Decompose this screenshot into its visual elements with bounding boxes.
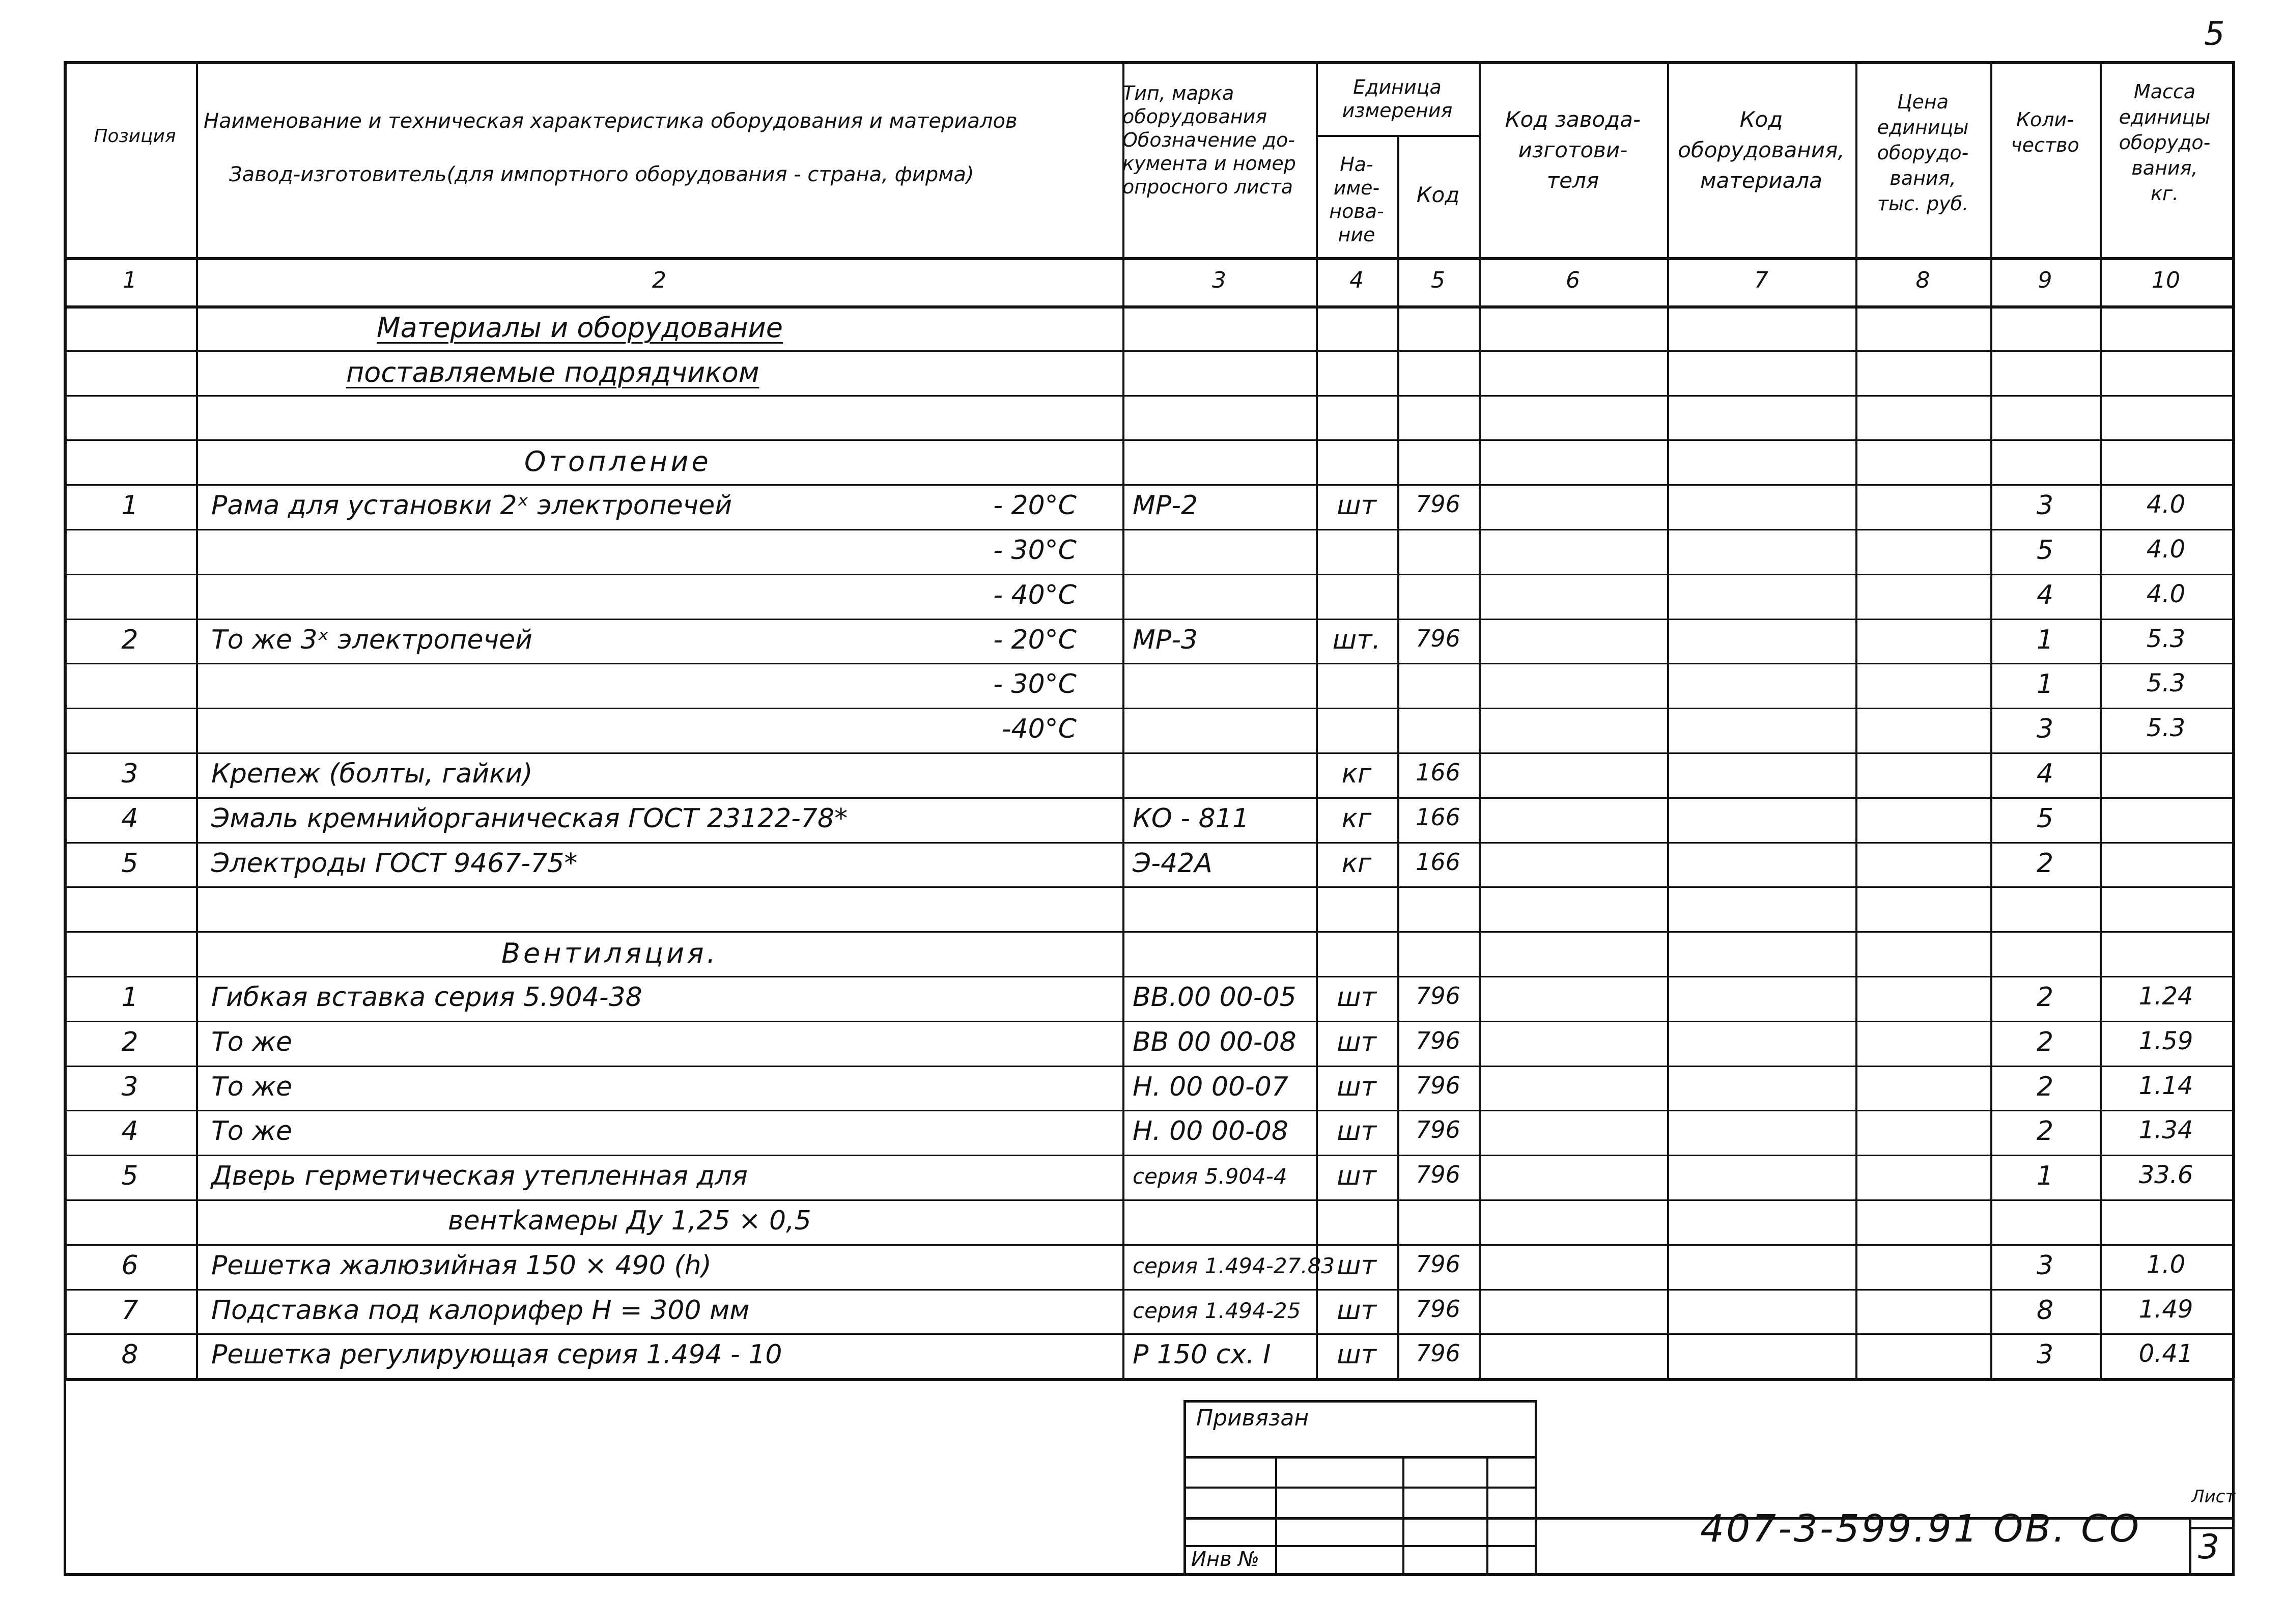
hc3-line: Тип, марка [1122,82,1234,104]
header-type [1122,81,1316,199]
row-position: 1 [121,982,138,1013]
row-quantity: 3 [2036,714,2054,745]
hc45-line: Единица [1353,76,1442,98]
hc10-line: вания, [2131,157,2198,179]
row-position: 2 [121,624,138,655]
row-position: 5 [121,1161,138,1192]
row-quantity: 2 [2036,1116,2054,1147]
row-border [64,1289,2232,1291]
row-quantity: 5 [2036,803,2054,834]
row-border [64,1066,2232,1067]
hc6-line: теля [1546,168,1599,193]
hc45-line: измерения [1342,99,1453,122]
row-unit-code: 796 [1416,1071,1460,1099]
column-number: 8 [1915,267,1930,293]
column-number: 6 [1566,267,1580,293]
header-mass [2100,79,2230,206]
column-number: 3 [1212,267,1226,293]
document-code: 407-3-599.91 ОВ. СО [1700,1507,2141,1551]
row-unit: шт [1337,982,1376,1013]
row-mass: 5.3 [2146,669,2186,698]
row-position: 1 [121,490,138,521]
row-unit: шт [1337,1339,1376,1370]
row-unit: шт [1337,1071,1376,1102]
row-name: Вентиляция. [501,937,719,970]
hc3-line: кумента и номер [1122,152,1296,175]
row-mass: 1.0 [2146,1250,2186,1279]
row-border [64,1021,2232,1022]
column-number: 2 [652,267,666,293]
row-name: То же [211,1026,292,1057]
row-position: 4 [121,1116,138,1147]
row-unit-code: 166 [1416,759,1460,786]
row-border [64,797,2232,799]
row-temperature: - 40°C [993,579,1077,610]
row-border [64,395,2232,397]
row-temperature: - 30°C [993,669,1077,700]
row-border [64,842,2232,844]
hc9-line: чество [2011,134,2079,156]
column-number: 10 [2152,267,2180,293]
hc4-line: нова- [1329,200,1384,222]
row-position: 2 [121,1026,138,1057]
hc8-line: Цена [1897,91,1949,113]
hc8-line: оборудо- [1877,142,1969,164]
row-mass: 33.6 [2138,1161,2193,1190]
row-mass: 5.3 [2146,714,2186,743]
column-number: 7 [1754,267,1768,293]
row-quantity: 3 [2036,1339,2054,1370]
col-border-2 [1122,61,1124,1378]
hc10-line: единицы [2119,106,2211,128]
sheet-number: 3 [2198,1527,2219,1566]
hc8-line: единицы [1877,116,1969,138]
row-name: То же [211,1116,292,1147]
row-border [64,350,2232,352]
row-unit-code: 796 [1416,490,1460,518]
hc3-line: оборудования [1122,105,1267,128]
row-type: ВВ.00 00-05 [1133,982,1296,1013]
hc7-line: оборудования, [1678,137,1845,162]
row-unit: шт [1337,1116,1376,1147]
row-quantity: 2 [2036,982,2054,1013]
row-mass: 1.24 [2138,982,2193,1011]
row-border [64,931,2232,933]
column-number: 1 [123,267,137,293]
frame-right [2232,1378,2235,1576]
row-unit-code: 796 [1416,1161,1460,1189]
row-name: Эмаль кремнийорганическая ГОСТ 23122-78* [211,803,848,834]
col-border-6 [1667,61,1669,1378]
row-name: поставляемые подрядчиком [346,356,759,388]
row-mass: 1.14 [2138,1071,2193,1100]
stamp-inv: Инв № [1191,1548,1259,1571]
row-name: Материалы и оборудование [377,312,783,344]
row-quantity: 4 [2036,579,2054,610]
row-unit: шт [1337,1250,1376,1281]
row-unit: шт [1337,1161,1376,1192]
hc4-line: ние [1338,223,1375,246]
row-name: Дверь герметическая утепленная для [211,1161,748,1192]
row-unit-code: 796 [1416,982,1460,1010]
row-unit-code: 796 [1416,1116,1460,1144]
col-border-1 [196,61,198,1378]
row-mass: 4.0 [2146,490,2186,519]
row-quantity: 1 [2036,669,2054,700]
row-position: 4 [121,803,138,834]
column-number: 5 [1431,267,1445,293]
hc6-line: Код завода- [1505,107,1641,132]
page-number: 5 [2204,15,2225,53]
header-price [1855,89,1990,216]
column-number: 9 [2038,267,2052,293]
header-unit-code: Код [1416,182,1460,207]
row-unit-code: 796 [1416,1339,1460,1367]
hc3-line: опросного листа [1122,176,1293,198]
row-quantity: 1 [2036,1161,2054,1192]
colnum-bottom-border [64,305,2232,309]
hc7-line: материала [1700,168,1822,193]
row-unit-code: 796 [1416,1295,1460,1323]
row-border [64,976,2232,977]
row-name: Решетка жалюзийная 150 × 490 (h) [211,1250,712,1281]
row-position: 6 [121,1250,138,1281]
hc8-line: тыс. руб. [1877,192,1969,215]
row-name: То же 3ˣ электропечей [211,624,532,655]
row-unit-code: 796 [1416,1026,1460,1054]
row-position: 8 [121,1339,138,1370]
row-border [64,439,2232,441]
row-temperature: - 30°C [993,535,1077,566]
row-unit: шт. [1332,624,1381,655]
row-name: Гибкая вставка серия 5.904-38 [211,982,642,1013]
hc8-line: вания, [1890,167,1956,189]
row-type: серия 1.494-27.83 [1133,1253,1335,1278]
hc6-line: изготови- [1518,137,1628,162]
row-name: Электроды ГОСТ 9467-75* [211,848,578,879]
row-unit: шт [1337,490,1376,521]
header-name-line1: Наименование и техническая характеристика оборудования и материалов [204,109,1018,133]
hc7-line: Код [1739,107,1783,132]
row-quantity: 8 [2036,1295,2054,1326]
row-mass: 1.49 [2138,1295,2193,1324]
row-name: Крепеж (болты, гайки) [211,759,533,789]
col-border-7 [1855,61,1857,1378]
row-border [64,1378,2232,1381]
header-position: Позиция [94,126,176,147]
hc9-line: Коли- [2016,108,2074,131]
hc10-line: оборудо- [2119,131,2211,154]
row-unit-code: 796 [1416,624,1460,652]
row-mass: 4.0 [2146,535,2186,564]
hc10-line: Масса [2133,80,2196,103]
row-mass: 1.59 [2138,1026,2193,1055]
row-quantity: 2 [2036,848,2054,879]
row-border [64,529,2232,530]
row-position: 5 [121,848,138,879]
row-border [64,1244,2232,1246]
hc3-line: Обозначение до- [1122,129,1295,151]
header-bottom-border [64,257,2232,260]
row-name: То же [211,1071,292,1102]
row-border [64,1110,2232,1111]
row-border [64,1155,2232,1156]
row-unit: шт [1337,1026,1376,1057]
row-border [64,1199,2232,1201]
row-border [64,752,2232,754]
row-unit: шт [1337,1295,1376,1326]
row-unit-code: 796 [1416,1250,1460,1278]
row-name: Подставка под калорифер Н = 300 мм [211,1295,750,1326]
row-quantity: 4 [2036,759,2054,789]
col-border-4 [1397,135,1399,1378]
hc4-line: На- [1340,153,1373,176]
header-quantity [1990,107,2100,158]
row-type: серия 1.494-25 [1133,1298,1301,1323]
col-border-10 [2232,61,2235,1378]
row-type: МР-2 [1133,490,1198,521]
row-position: 3 [121,759,138,789]
row-mass: 5.3 [2146,624,2186,653]
row-unit-code: 166 [1416,803,1460,831]
row-border [64,574,2232,575]
row-quantity: 2 [2036,1071,2054,1102]
row-quantity: 1 [2036,624,2054,655]
frame-bottom [64,1573,2235,1576]
sheet-label: Лист [2191,1487,2236,1507]
row-type: КО - 811 [1133,803,1249,834]
column-number: 4 [1349,267,1364,293]
row-type: Р 150 сх. I [1133,1339,1271,1370]
row-border [64,886,2232,888]
row-temperature: - 20°C [993,490,1077,521]
row-border [64,484,2232,486]
row-unit: кг [1341,803,1372,834]
header-manufacturer-code [1479,104,1667,196]
row-quantity: 5 [2036,535,2054,566]
row-unit: кг [1341,848,1372,879]
frame-left [64,1378,66,1576]
row-type: Н. 00 00-07 [1133,1071,1288,1102]
hc10-line: кг. [2151,182,2179,205]
row-mass: 4.0 [2146,579,2186,608]
row-type: Э-42А [1133,848,1213,879]
row-quantity: 3 [2036,490,2054,521]
row-quantity: 2 [2036,1026,2054,1057]
row-position: 3 [121,1071,138,1102]
row-name: Решетка регулирующая серия 1.494 - 10 [211,1339,782,1370]
row-name: Отопление [524,445,712,478]
table-top-border [64,61,2232,64]
row-border [64,1333,2232,1335]
row-type: Н. 00 00-08 [1133,1116,1288,1147]
row-type: ВВ 00 00-08 [1133,1026,1296,1057]
hc4-line: име- [1333,177,1380,199]
row-type: серия 5.904-4 [1133,1164,1287,1189]
row-temperature: -40°C [1001,714,1077,745]
row-name: Рама для установки 2ˣ электропечей [211,490,732,521]
row-border [64,619,2232,620]
header-equipment-code [1667,104,1855,196]
row-mass: 1.34 [2138,1116,2193,1145]
row-type: МР-3 [1133,624,1198,655]
row-temperature: - 20°C [993,624,1077,655]
row-unit: кг [1341,759,1372,789]
header-unit-group [1316,75,1479,122]
stamp-privyazan: Привязан [1196,1405,1309,1431]
row-position: 7 [121,1295,138,1326]
row-unit-code: 166 [1416,848,1460,876]
row-name: вентkамеры Ду 1,25 × 0,5 [448,1206,811,1236]
header-name-line2: Завод-изготовитель(для импортного оборудования - страна, фирма) [229,163,974,186]
row-quantity: 3 [2036,1250,2054,1281]
row-border [64,663,2232,664]
row-mass: 0.41 [2138,1339,2193,1368]
header-unit-name [1316,153,1397,246]
row-border [64,708,2232,709]
col-border-5 [1479,61,1481,1378]
